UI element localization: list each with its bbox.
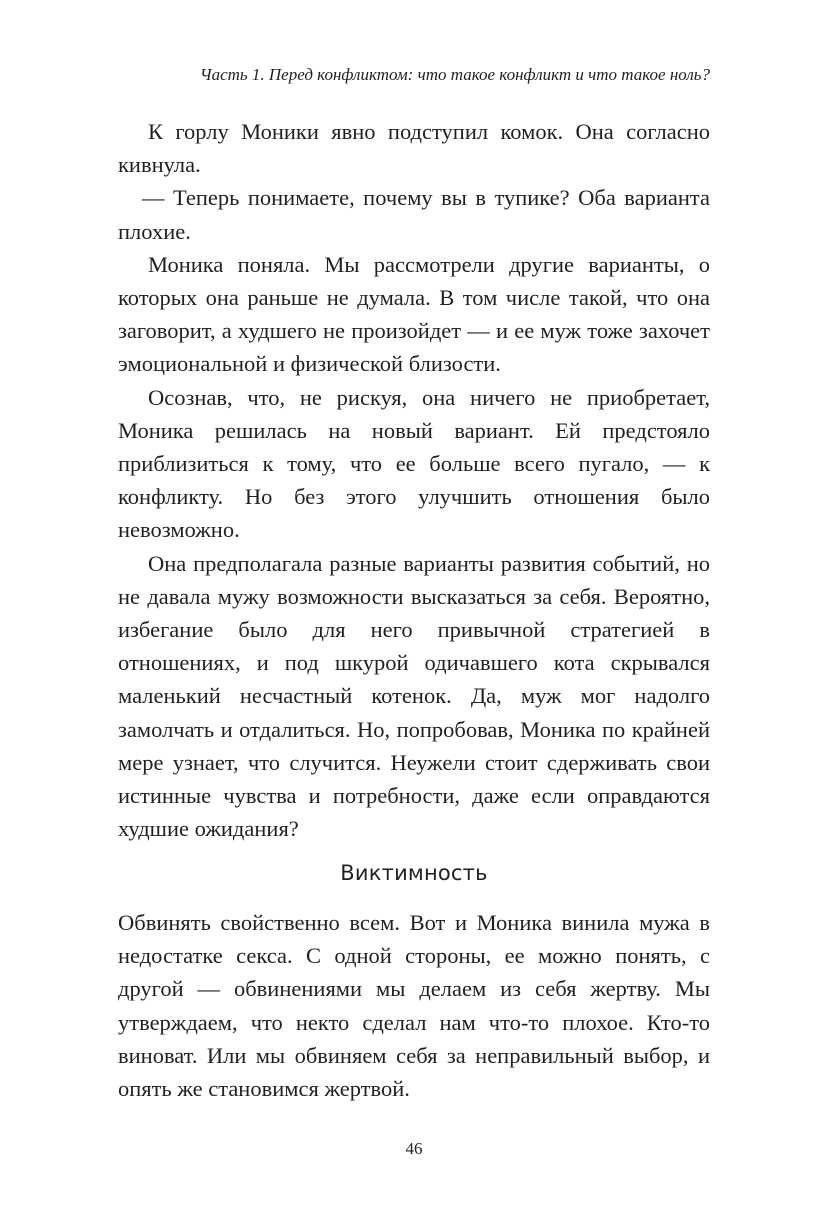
section-heading: Виктимность xyxy=(340,861,488,885)
paragraph: К горлу Моники явно подступил комок. Она согласно кивнула. xyxy=(118,119,710,178)
section-body xyxy=(118,115,710,845)
page-number: 46 xyxy=(405,1139,423,1158)
section-body xyxy=(118,906,710,1105)
paragraph: Она предполагала разные варианты развития событий, но не давала мужу возможности высказаться за себя. Вероятно, избегание было для него привычной стратегией в отношениях, и под шкурой одичавшего кота скрывался маленький несчастный котенок. Да, муж мог надолго замолчать и отдалиться. Но, попробовав, Моника по крайней мере узнает, что случится. Неужели стоит сдерживать свои истинные чувства и потребности, даже если оправдаются худшие ожидания? xyxy=(118,550,710,842)
paragraph: Обвинять свойственно всем. Вот и Моника винила мужа в недостатке секса. С одной стороны, ее можно понять, с другой — обвинениями мы делаем из себя жертву. Мы утверждаем, что некто сделал нам что-то плохое. Кто-то виноват. Или мы обвиняем себя за неправильный выбор, и опять же становимся жертвой. xyxy=(118,910,710,1102)
dialogue-paragraph: — Теперь понимаете, почему вы в тупике? Оба варианта плохие. xyxy=(118,185,710,244)
paragraph: Моника поняла. Мы рассмотрели другие варианты, о которых она раньше не думала. В том числе такой, что она заговорит, а худшего не произойдет — и ее муж тоже захочет эмоциональной и физической близости. xyxy=(118,251,710,377)
paragraph: Осознав, что, не рискуя, она ничего не приобретает, Моника решилась на новый вариант. Ей предстояло приблизиться к тому, что ее больше всего пугало, — к конфликту. Но без этого улучшить отношения было невозможно. xyxy=(118,384,710,543)
running-head: Часть 1. Перед конфликтом: что такое конфликт и что такое ноль? xyxy=(199,65,710,84)
